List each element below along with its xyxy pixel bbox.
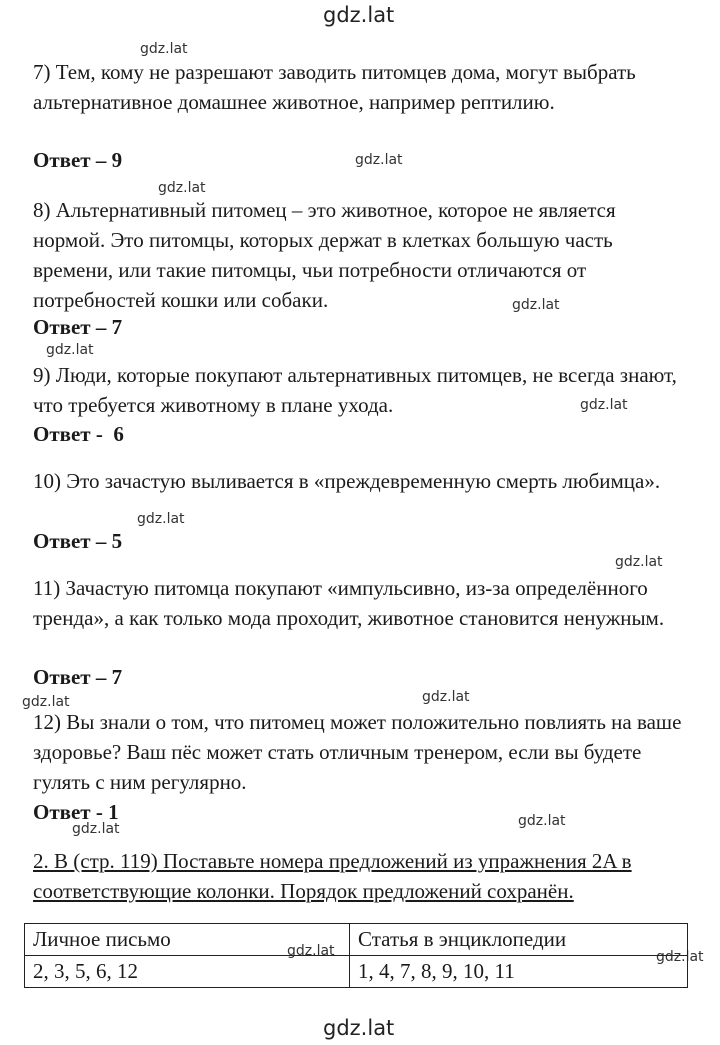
watermark: gdz.lat <box>323 1016 395 1040</box>
sentence-9: 9) Люди, которые покупают альтернативных питомцев, не всегда знают, что требуется животному в плане ухода. <box>33 363 677 417</box>
answer-7: Ответ – 9 <box>33 148 123 172</box>
column-header-encyclopedia-article: Статья в энциклопедии <box>350 924 688 956</box>
watermark: gdz.lat <box>422 689 470 705</box>
watermark: gdz.lat <box>656 949 704 965</box>
answer-12: Ответ - 1 <box>33 802 119 820</box>
watermark: gdz.lat <box>137 511 185 527</box>
table-row <box>25 956 688 988</box>
task-heading <box>33 846 693 906</box>
watermark: gdz.lat <box>287 943 335 959</box>
sentence-11: 11) Зачастую питомца покупают «импульсивно, из-за определённого тренда», а как только мода проходит, животное становится ненужным. <box>33 576 665 630</box>
answer-10: Ответ – 5 <box>33 529 123 553</box>
watermark: gdz.lat <box>323 3 395 27</box>
sentence-8: 8) Альтернативный питомец – это животное, которое не является нормой. Это питомцы, которых держат в клетках большую часть времени, или такие питомцы, чьи потребности отличаются от потребностей кошки или собаки. <box>33 198 616 312</box>
watermark: gdz.lat <box>615 554 663 570</box>
answer-8: Ответ – 7 <box>33 315 123 339</box>
watermark: gdz.lat <box>22 694 70 710</box>
sentence-12: 12) Вы знали о том, что питомец может положительно повлиять на ваше здоровье? Ваш пёс может стать отличным тренером, если вы будете гулять с ним регулярно. <box>33 710 682 794</box>
table-cell-encyclopedia-article: 1, 4, 7, 8, 9, 10, 11 <box>350 956 688 988</box>
watermark: gdz.lat <box>355 152 403 168</box>
task-text: 2. B (стр. 119) Поставьте номера предложений из упражнения 2A в соответствующие колонки. Порядок предложений сохранён. <box>33 849 632 903</box>
column-header-personal-letter: Личное письмо <box>25 924 350 956</box>
table-cell-personal-letter: 2, 3, 5, 6, 12 <box>25 956 350 988</box>
watermark: gdz.lat <box>46 342 94 358</box>
sentence-10: 10) Это зачастую выливается в «преждевременную смерть любимца». <box>33 469 661 493</box>
sentence-7: 7) Тем, кому не разрешают заводить питомцев дома, могут выбрать альтернативное домашнее животное, например рептилию. <box>33 60 636 114</box>
watermark: gdz.lat <box>512 297 560 313</box>
answer-11: Ответ – 7 <box>33 665 123 689</box>
answer-9: Ответ - 6 <box>33 422 124 446</box>
watermark: gdz.lat <box>72 821 120 837</box>
watermark: gdz.lat <box>518 813 566 829</box>
watermark: gdz.lat <box>140 41 188 57</box>
watermark: gdz.lat <box>580 397 628 413</box>
watermark: gdz.lat <box>158 180 206 196</box>
answer-table <box>24 923 688 988</box>
table-header-row <box>25 924 688 956</box>
